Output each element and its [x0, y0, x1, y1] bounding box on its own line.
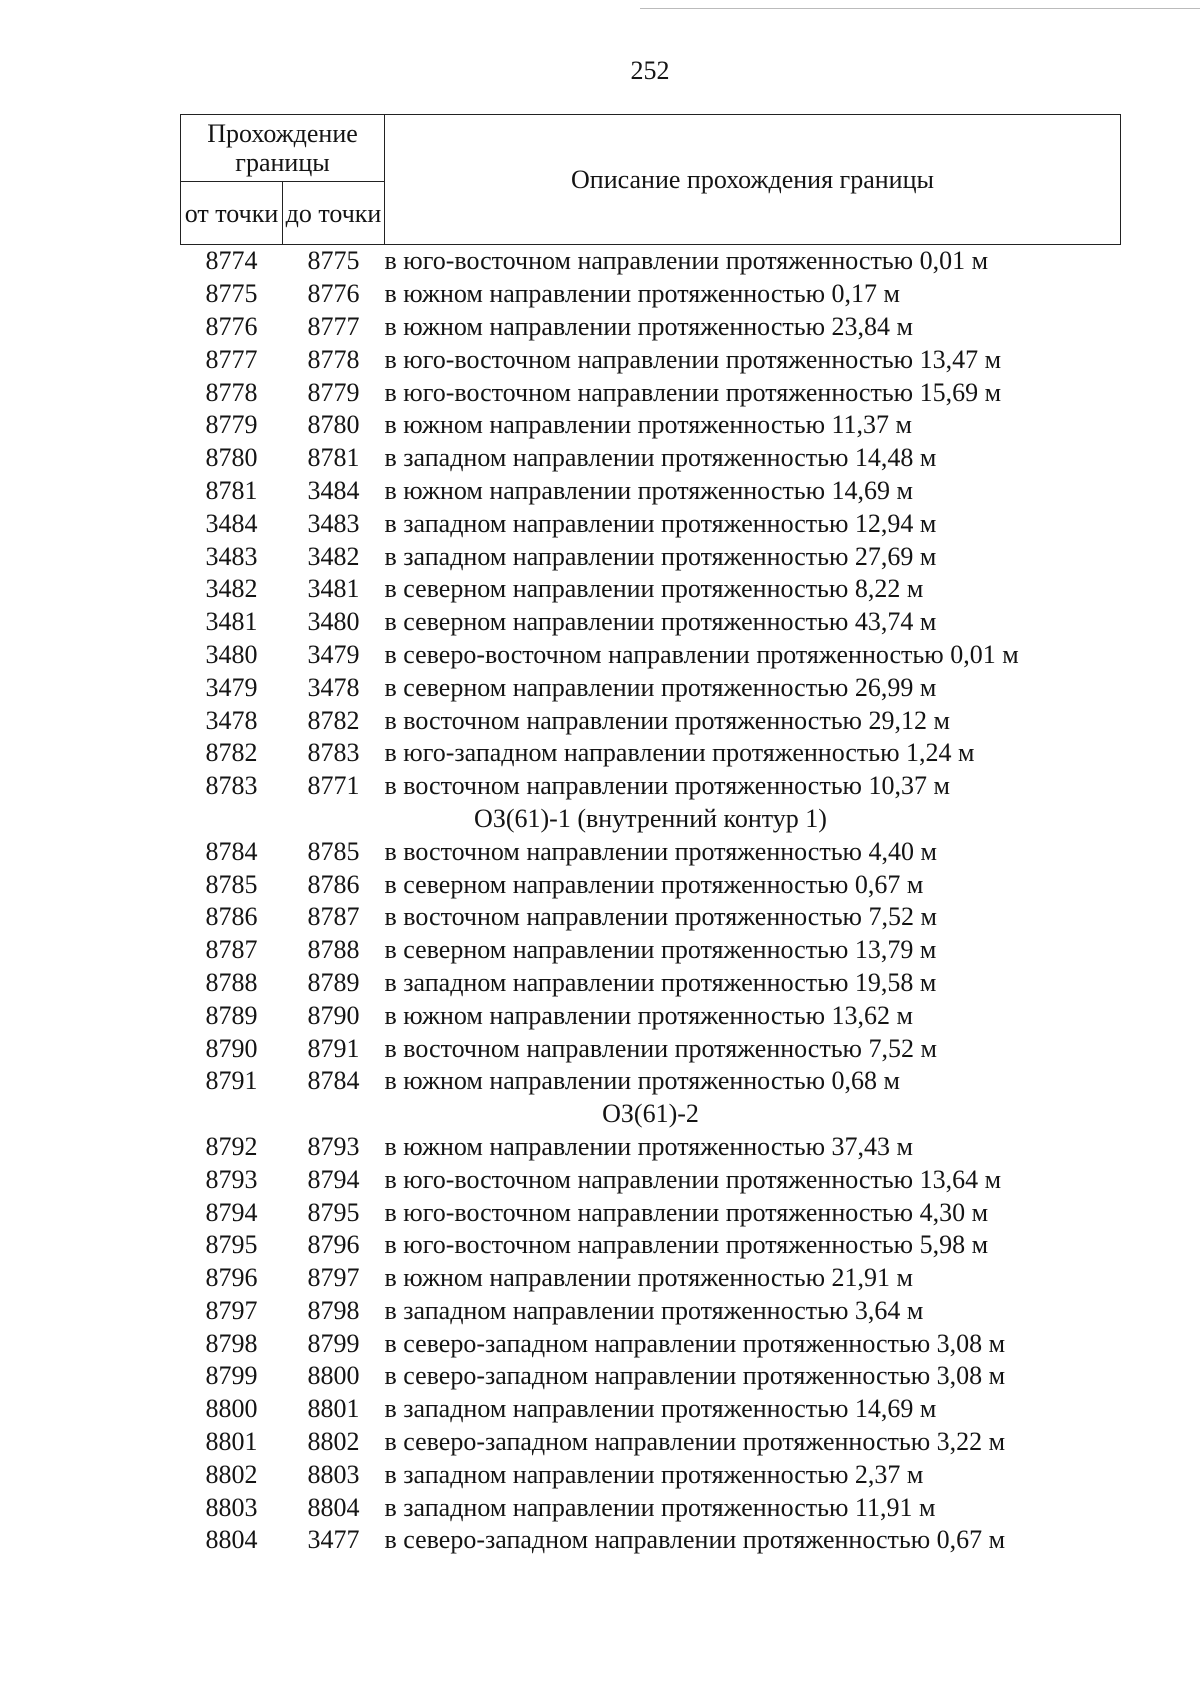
description-cell: в юго-восточном направлении протяженностью 4,30 м: [384, 1197, 989, 1227]
table-row: [181, 639, 1121, 672]
from-point-cell: 8792: [205, 1131, 258, 1161]
from-point-cell: 8794: [205, 1197, 258, 1227]
description-cell: в северо-восточном направлении протяженностью 0,01 м: [384, 639, 1019, 669]
boundary-table: [180, 114, 1121, 1557]
table-row: [181, 1131, 1121, 1164]
from-point-cell: 8783: [205, 771, 258, 801]
table-row: [181, 475, 1121, 508]
table-row: [181, 409, 1121, 442]
table-row: [181, 1229, 1121, 1262]
from-point-cell: 8793: [205, 1164, 258, 1194]
from-point-cell: 8774: [205, 246, 258, 276]
from-point-cell: 8791: [205, 1066, 258, 1096]
to-point-cell: 8793: [307, 1131, 360, 1161]
from-point-cell: 8800: [205, 1394, 258, 1424]
table-row: [181, 1360, 1121, 1393]
from-point-cell: 8788: [205, 967, 258, 997]
description-cell: в северном направлении протяженностью 13,79 м: [384, 935, 937, 965]
from-point-cell: 8803: [205, 1492, 258, 1522]
to-point-cell: 3483: [307, 508, 360, 538]
table-row: [181, 835, 1121, 868]
table-row: [181, 671, 1121, 704]
header-description: Описание прохождения границы: [385, 115, 1121, 245]
table-body: [181, 245, 1121, 1557]
to-point-cell: 8787: [307, 902, 360, 932]
table-row: [181, 507, 1121, 540]
description-cell: в северо-западном направлении протяженностью 3,22 м: [384, 1427, 1006, 1457]
table-row: [181, 343, 1121, 376]
table-row: [181, 934, 1121, 967]
from-point-cell: 3480: [205, 639, 258, 669]
table-row: [181, 1327, 1121, 1360]
description-cell: в юго-восточном направлении протяженностью 15,69 м: [384, 377, 1002, 407]
from-point-cell: 8804: [205, 1525, 258, 1555]
to-point-cell: 8779: [307, 377, 360, 407]
from-point-cell: 8801: [205, 1427, 258, 1457]
description-cell: в северо-западном направлении протяженностью 3,08 м: [384, 1328, 1006, 1358]
from-point-cell: 8785: [205, 869, 258, 899]
description-cell: в восточном направлении протяженностью 10,37 м: [384, 771, 950, 801]
table-row: [181, 376, 1121, 409]
to-point-cell: 8775: [307, 246, 360, 276]
from-point-cell: 8779: [205, 410, 258, 440]
to-point-cell: 3481: [307, 574, 360, 604]
scan-edge-line: [640, 8, 1200, 9]
description-cell: в южном направлении протяженностью 37,43 м: [384, 1131, 913, 1161]
description-cell: в южном направлении протяженностью 14,69 м: [384, 475, 913, 505]
table-row: [181, 704, 1121, 737]
table-row: [181, 901, 1121, 934]
table-row: [181, 540, 1121, 573]
section-row: [181, 803, 1121, 836]
table-row: [181, 1426, 1121, 1459]
from-point-cell: 8796: [205, 1263, 258, 1293]
table-row: [181, 770, 1121, 803]
from-point-cell: 8795: [205, 1230, 258, 1260]
description-cell: в западном направлении протяженностью 3,64 м: [384, 1295, 924, 1325]
description-cell: в южном направлении протяженностью 13,62 м: [384, 1000, 913, 1030]
from-point-cell: 3479: [205, 672, 258, 702]
to-point-cell: 3482: [307, 541, 360, 571]
to-point-cell: 8800: [307, 1361, 360, 1391]
from-point-cell: 8798: [205, 1328, 258, 1358]
to-point-cell: 8790: [307, 1000, 360, 1030]
to-point-cell: 8794: [307, 1164, 360, 1194]
from-point-cell: 8784: [205, 836, 258, 866]
from-point-cell: 8782: [205, 738, 258, 768]
header-to-point: до точки: [283, 182, 385, 245]
from-point-cell: 8781: [205, 475, 258, 505]
to-point-cell: 3478: [307, 672, 360, 702]
description-cell: в юго-восточном направлении протяженностью 5,98 м: [384, 1230, 989, 1260]
to-point-cell: 8797: [307, 1263, 360, 1293]
description-cell: в южном направлении протяженностью 11,37 м: [384, 410, 913, 440]
description-cell: в восточном направлении протяженностью 29,12 м: [384, 705, 950, 735]
from-point-cell: 3483: [205, 541, 258, 571]
description-cell: в западном направлении протяженностью 12,94 м: [384, 508, 937, 538]
to-point-cell: 3477: [307, 1525, 360, 1555]
to-point-cell: 8776: [307, 279, 360, 309]
description-cell: в восточном направлении протяженностью 7,52 м: [384, 1033, 937, 1063]
to-point-cell: 8788: [307, 935, 360, 965]
to-point-cell: 8801: [307, 1394, 360, 1424]
table-row: [181, 606, 1121, 639]
from-point-cell: 8789: [205, 1000, 258, 1030]
description-cell: в северном направлении протяженностью 0,67 м: [384, 869, 924, 899]
to-point-cell: 3484: [307, 475, 360, 505]
header-boundary-passage: Прохождение границы: [181, 115, 385, 182]
table-row: [181, 245, 1121, 278]
from-point-cell: 8776: [205, 311, 258, 341]
description-cell: в западном направлении протяженностью 27,69 м: [384, 541, 937, 571]
table-row: [181, 1524, 1121, 1557]
to-point-cell: 3479: [307, 639, 360, 669]
table-row: [181, 573, 1121, 606]
description-cell: в южном направлении протяженностью 21,91 м: [384, 1263, 913, 1293]
description-cell: в северном направлении протяженностью 8,22 м: [384, 574, 924, 604]
to-point-cell: 8799: [307, 1328, 360, 1358]
to-point-cell: 8791: [307, 1033, 360, 1063]
from-point-cell: 3478: [205, 705, 258, 735]
description-cell: в юго-восточном направлении протяженностью 13,64 м: [384, 1164, 1002, 1194]
to-point-cell: 8802: [307, 1427, 360, 1457]
description-cell: в северном направлении протяженностью 26,99 м: [384, 672, 937, 702]
table-row: [181, 1458, 1121, 1491]
description-cell: в восточном направлении протяженностью 7,52 м: [384, 902, 937, 932]
description-cell: в юго-восточном направлении протяженностью 0,01 м: [384, 246, 989, 276]
table-row: [181, 1032, 1121, 1065]
from-point-cell: 8787: [205, 935, 258, 965]
table-row: [181, 1196, 1121, 1229]
from-point-cell: 8799: [205, 1361, 258, 1391]
to-point-cell: 8780: [307, 410, 360, 440]
table-row: [181, 967, 1121, 1000]
from-point-cell: 8802: [205, 1459, 258, 1489]
from-point-cell: 3482: [205, 574, 258, 604]
table-row: [181, 442, 1121, 475]
to-point-cell: 8784: [307, 1066, 360, 1096]
table-row: [181, 1295, 1121, 1328]
header-from-point: от точки: [181, 182, 283, 245]
table-row: [181, 1491, 1121, 1524]
to-point-cell: 8804: [307, 1492, 360, 1522]
to-point-cell: 8781: [307, 443, 360, 473]
description-cell: в северо-западном направлении протяженностью 3,08 м: [384, 1361, 1006, 1391]
from-point-cell: 8797: [205, 1295, 258, 1325]
description-cell: в южном направлении протяженностью 0,17 м: [384, 279, 900, 309]
from-point-cell: 8778: [205, 377, 258, 407]
from-point-cell: 3484: [205, 508, 258, 538]
description-cell: в южном направлении протяженностью 0,68 м: [384, 1066, 900, 1096]
description-cell: в юго-восточном направлении протяженностью 13,47 м: [384, 344, 1002, 374]
table-row: [181, 1262, 1121, 1295]
to-point-cell: 8783: [307, 738, 360, 768]
table-row: [181, 278, 1121, 311]
from-point-cell: 8777: [205, 344, 258, 374]
to-point-cell: 8777: [307, 311, 360, 341]
table-row: [181, 311, 1121, 344]
to-point-cell: 8782: [307, 705, 360, 735]
description-cell: в западном направлении протяженностью 14,69 м: [384, 1394, 937, 1424]
from-point-cell: 3481: [205, 607, 258, 637]
table-row: [181, 1163, 1121, 1196]
to-point-cell: 8789: [307, 967, 360, 997]
to-point-cell: 8798: [307, 1295, 360, 1325]
description-cell: в южном направлении протяженностью 23,84 м: [384, 311, 913, 341]
from-point-cell: 8790: [205, 1033, 258, 1063]
description-cell: в северном направлении протяженностью 43,74 м: [384, 607, 937, 637]
section-title: ОЗ(61)-1 (внутренний контур 1): [474, 803, 827, 833]
table-header: [181, 115, 1121, 245]
section-title: ОЗ(61)-2: [602, 1099, 699, 1129]
table-row: [181, 868, 1121, 901]
table-row: [181, 737, 1121, 770]
from-point-cell: 8775: [205, 279, 258, 309]
to-point-cell: 8778: [307, 344, 360, 374]
description-cell: в западном направлении протяженностью 11,91 м: [384, 1492, 936, 1522]
description-cell: в восточном направлении протяженностью 4,40 м: [384, 836, 937, 866]
table-row: [181, 1065, 1121, 1098]
table-row: [181, 999, 1121, 1032]
section-row: [181, 1098, 1121, 1131]
to-point-cell: 3480: [307, 607, 360, 637]
to-point-cell: 8785: [307, 836, 360, 866]
to-point-cell: 8796: [307, 1230, 360, 1260]
description-cell: в западном направлении протяженностью 14,48 м: [384, 443, 937, 473]
page-number: 252: [630, 56, 670, 85]
description-cell: в северо-западном направлении протяженностью 0,67 м: [384, 1525, 1006, 1555]
to-point-cell: 8771: [307, 771, 360, 801]
table-row: [181, 1393, 1121, 1426]
to-point-cell: 8795: [307, 1197, 360, 1227]
description-cell: в западном направлении протяженностью 19,58 м: [384, 967, 937, 997]
from-point-cell: 8780: [205, 443, 258, 473]
description-cell: в юго-западном направлении протяженностью 1,24 м: [384, 738, 975, 768]
to-point-cell: 8803: [307, 1459, 360, 1489]
from-point-cell: 8786: [205, 902, 258, 932]
description-cell: в западном направлении протяженностью 2,37 м: [384, 1459, 924, 1489]
to-point-cell: 8786: [307, 869, 360, 899]
